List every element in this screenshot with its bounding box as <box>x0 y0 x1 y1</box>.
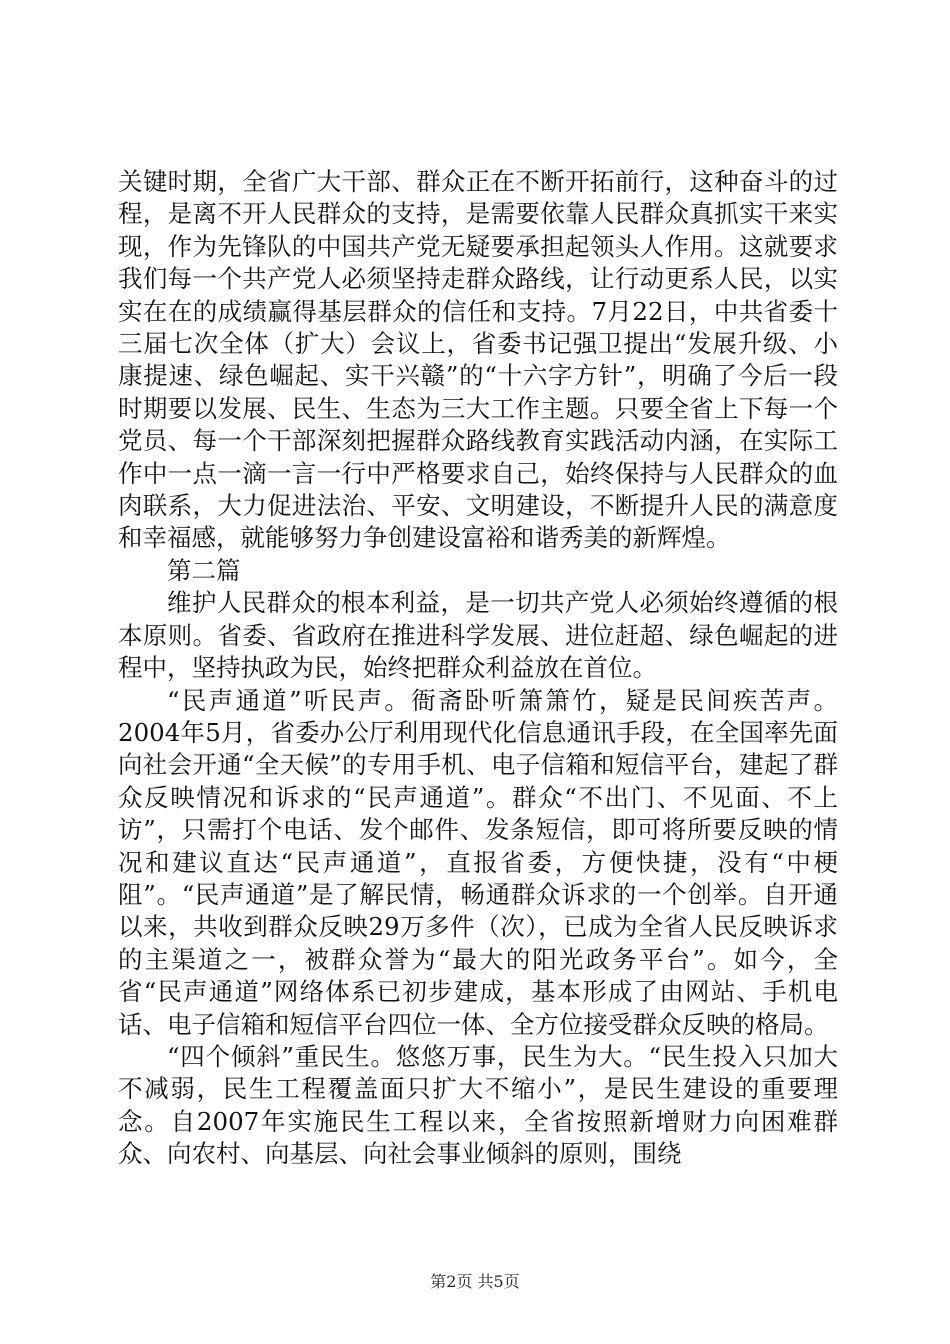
section-heading: 第二篇 <box>167 555 241 585</box>
paragraph-intro: 维护人民群众的根本利益，是一切共产党人必须始终遵循的根本原则。省委、省政府在推进科学发展、进位赶超、绿色崛起的进程中，坚持执政为民，始终把群众利益放在首位。 <box>118 588 838 683</box>
paragraph-continuation: 关键时期，全省广大干部、群众正在不断开拓前行，这种奋斗的过程，是离不开人民群众的支持，是需要依靠人民群众真抓实干来实现，作为先锋队的中国共产党无疑要承担起领头人作用。这就要求我们每一个共产党人必须坚持走群众路线，让行动更系人民，以实实在在的成绩赢得基层群众的信任和支持。7月22日，中共省委十三届七次全体（扩大）会议上，省委书记强卫提出“发展升级、小康提速、绿色崛起、实干兴赣”的“十六字方针”，明确了今后一段时期要以发展、民生、生态为三大工作主题。只要全省上下每一个党员、每一个干部深刻把握群众路线教育实践活动内涵，在实际工作中一点一滴一言一行中严格要求自己，始终保持与人民群众的血肉联系，大力促进法治、平安、文明建设，不断提升人民的满意度和幸福感，就能够努力争创建设富裕和谐秀美的新辉煌。 <box>118 167 838 553</box>
page-footer <box>0 1272 950 1292</box>
document-body <box>118 166 838 1171</box>
paragraph-livelihood: “四个倾斜”重民生。悠悠万事，民生为大。“民生投入只加大不减弱，民生工程覆盖面只扩大不缩小”，是民生建设的重要理念。自2007年实施民生工程以来，全省按照新增财力向困难群众、向农村、向基层、向社会事业倾斜的原则，围绕 <box>118 1041 838 1169</box>
paragraph-voice-channel: “民声通道”听民声。衙斋卧听箫箫竹，疑是民间疾苦声。2004年5月，省委办公厅利用现代化信息通讯手段，在全国率先面向社会开通“全天候”的专用手机、电子信箱和短信平台，建起了群众反映情况和诉求的“民声通道”。群众“不出门、不见面、不上访”，只需打个电话、发个邮件、发条短信，即可将所要反映的情况和建议直达“民声通道”，直报省委，方便快捷，没有“中梗阻”。“民声通道”是了解民情，畅通群众诉求的一个创举。自开通以来，共收到群众反映29万多件（次），已成为全省人民反映诉求的主渠道之一，被群众誉为“最大的阳光政务平台”。如今，全省“民声通道”网络体系已初步建成，基本形成了由网站、手机电话、电子信箱和短信平台四位一体、全方位接受群众反映的格局。 <box>118 685 838 1039</box>
page-number-label: 第2页 共5页 <box>430 1272 520 1291</box>
